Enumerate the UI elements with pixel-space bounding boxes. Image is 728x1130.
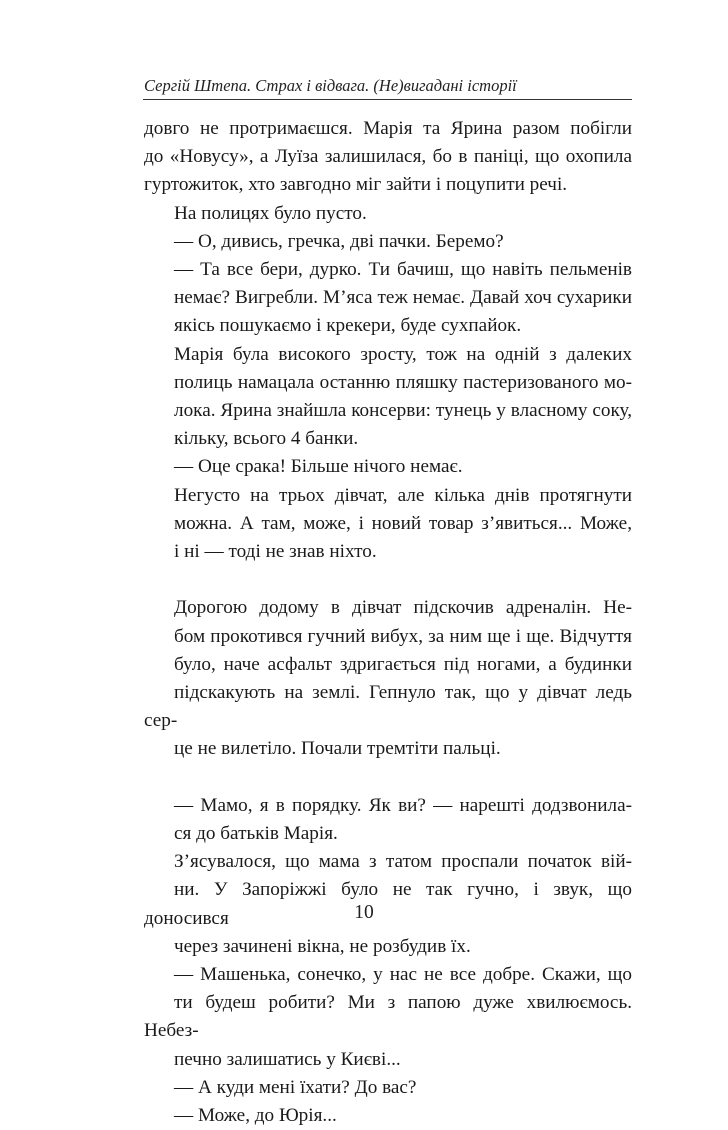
text-line: до «Новусу», а Луїза залишилася, бо в паніці, що охопила — [144, 146, 632, 168]
text-line: якісь пошукаємо і крекери, буде сухпайок. — [174, 315, 522, 337]
text-line: це не вилетіло. Почали тремтіти пальці. — [174, 738, 501, 760]
section-break — [144, 764, 632, 792]
text-line: — Машенька, сонечко, у нас не все добре. Скажи, що — [174, 964, 632, 986]
paragraph — [144, 961, 632, 1074]
paragraph — [144, 200, 632, 228]
paragraph — [144, 228, 632, 256]
text-line: — Та все бери, дурко. Ти бачиш, що навіть пельменів — [174, 259, 632, 281]
text-line: підскакують на землі. Гепнуло так, що у дівчат ледь сер- — [144, 682, 632, 732]
text-line: через зачинені вікна, не розбудив їх. — [174, 935, 471, 957]
paragraph — [144, 256, 632, 341]
text-line: було, наче асфальт здригається під ногами, а будинки — [174, 653, 632, 675]
page-number: 10 — [354, 902, 374, 923]
text-line: — А куди мені їхати? До вас? — [174, 1076, 417, 1098]
text-line: Марія була високого зросту, тож на одній з далеких — [174, 343, 632, 365]
text-line: кільку, всього 4 банки. — [174, 428, 359, 450]
running-header: Сергій Штепа. Страх і відвага. (Не)вигадані історії — [144, 76, 517, 95]
text-line: Негусто на трьох дівчат, але кілька днів протягнути — [174, 484, 632, 506]
paragraph — [144, 792, 632, 848]
text-line: немає? Вигребли. М’яса теж немає. Давай хоч сухарики — [174, 287, 632, 309]
text-line: ти будеш робити? Ми з папою дуже хвилюємось. Небез- — [144, 992, 632, 1042]
paragraph — [144, 1074, 632, 1102]
text-line: Дорогою додому в дівчат підскочив адреналін. Не- — [174, 597, 632, 619]
text-line: довго не протримаєшся. Марія та Ярина разом побігли — [144, 118, 632, 139]
text-line: гуртожиток, хто завгодно міг зайти і поцупити речі. — [144, 174, 568, 196]
section-break — [144, 566, 632, 594]
paragraph — [144, 115, 632, 200]
text-line: На полицях було пусто. — [174, 202, 367, 224]
text-line: З’ясувалося, що мама з татом проспали початок вій- — [174, 851, 632, 873]
paragraph — [144, 341, 632, 454]
paragraph — [144, 482, 632, 567]
body-text — [144, 115, 632, 1130]
text-line: бом прокотився гучний вибух, за ним ще і ще. Відчуття — [174, 625, 632, 647]
text-line: — О, дивись, гречка, дві пачки. Беремо? — [174, 230, 504, 252]
text-line: ся до батьків Марія. — [174, 823, 338, 845]
header-rule — [143, 99, 632, 100]
paragraph — [144, 453, 632, 481]
text-line: — Мамо, я в порядку. Як ви? — нарешті додзвонила- — [174, 794, 632, 816]
text-line: полиць намацала останню пляшку пастеризованого мо- — [174, 371, 632, 393]
paragraph — [144, 1102, 632, 1130]
paragraph — [144, 594, 632, 763]
text-line: лока. Ярина знайшла консерви: тунець у власному соку, — [174, 400, 632, 422]
text-line: можна. А там, може, і новий товар з’явиться... Може, — [174, 512, 632, 534]
text-line: — Оце срака! Більше нічого немає. — [174, 456, 463, 478]
text-line: — Може, до Юрія... — [174, 1105, 337, 1127]
text-line: ни. У Запоріжжі було не так гучно, і звук, що доносився — [144, 879, 632, 929]
text-line: печно залишатись у Києві... — [174, 1048, 401, 1070]
text-line: і ні — тоді не знав ніхто. — [174, 541, 377, 563]
